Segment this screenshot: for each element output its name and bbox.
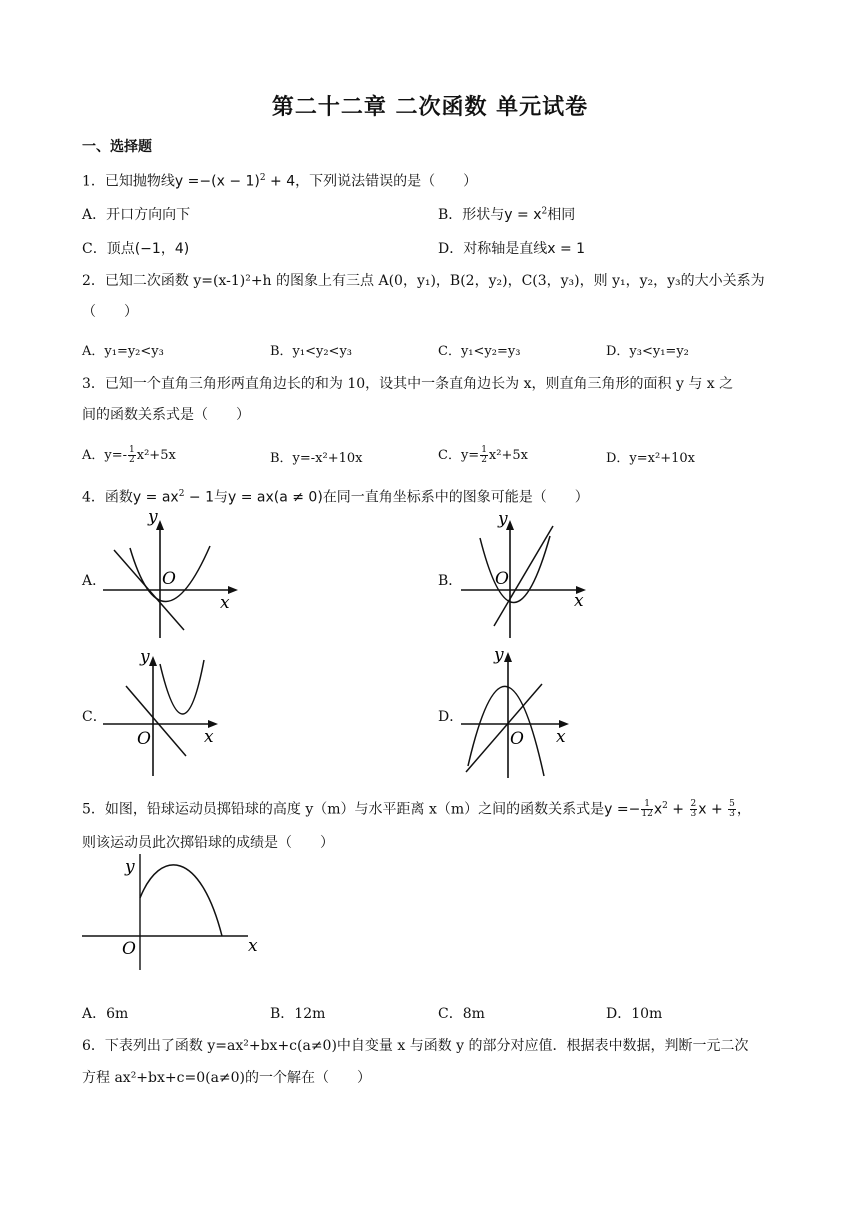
q4-formula-2: y = ax(a ≠ 0) xyxy=(227,489,323,506)
q4-formula-1-tail: − 1 xyxy=(184,489,214,506)
frac-den: 3 xyxy=(690,809,697,820)
frac-den: 3 xyxy=(729,809,735,820)
q1-formula: y =−(x − 1) xyxy=(174,173,260,190)
q4-option-d[interactable]: D． xyxy=(438,709,464,725)
q3-option-d[interactable]: D．y=x²+10x xyxy=(606,451,695,466)
frac-num: 2 xyxy=(690,799,697,810)
q1-stem-tail: ，下列说法错误的是（ ） xyxy=(295,173,478,190)
question-6-line2: 方程 ax²+bx+c=0(a≠0)的一个解在（ ） xyxy=(82,1070,372,1086)
q1-option-d[interactable] xyxy=(438,238,585,258)
q1-stem-text: 1．已知抛物线 xyxy=(82,173,175,190)
q4-option-c[interactable]: C． xyxy=(82,709,107,725)
q4-option-a[interactable]: A． xyxy=(82,573,107,589)
x-axis-label: x xyxy=(204,727,214,747)
question-3-line2: 间的函数关系式是（ ） xyxy=(82,407,250,423)
q2-option-a[interactable]: A．y₁=y₂<y₃ xyxy=(82,344,164,359)
q1-option-b-math: y = x xyxy=(504,207,542,223)
q5-stem-text: 5．如图，铅球运动员掷铅球的高度 y（m）与水平距离 x（m）之间的函数关系式是 xyxy=(82,801,605,818)
question-2-line2: （ ） xyxy=(82,304,138,320)
parabola xyxy=(160,660,204,714)
q5-formula-x2: x xyxy=(653,801,663,818)
q3-option-b[interactable]: B．y=-x²+10x xyxy=(270,451,363,466)
origin-label: O xyxy=(162,569,176,589)
y-axis-label: y xyxy=(125,857,135,877)
question-5-stem: 5．如图，铅球运动员掷铅球的高度 y（m）与水平距离 x（m）之间的函数关系式是y =− $\frac{1}{12}$ $x^2$ + $\frac{2}{3}$ x + $\frac{5}{3}$ ， xyxy=(82,799,751,820)
question-3-line1: 3．已知一个直角三角形两直角边长的和为 10，设其中一条直角边长为 x，则直角三角形的面积 y 与 x 之 xyxy=(82,376,734,392)
parabola xyxy=(468,686,544,776)
y-axis-label: y xyxy=(494,645,504,665)
y-axis-arrow-icon xyxy=(149,656,157,666)
q4-graph-a[interactable] xyxy=(100,508,245,643)
q1-option-b-tail: 相同 xyxy=(547,207,576,223)
q1-option-c[interactable] xyxy=(82,238,189,258)
section-heading: 一、选择题 xyxy=(82,139,152,155)
y-axis-label: y xyxy=(498,509,508,529)
x-axis-label: x xyxy=(556,727,566,747)
page-title: 第二十二章 二次函数 单元试卷 xyxy=(271,95,589,120)
q5-formula-end: ， xyxy=(736,801,751,818)
q5-option-d[interactable]: D．10m xyxy=(606,1006,663,1022)
q5-formula-plus: + xyxy=(667,801,689,818)
x-axis-label: x xyxy=(248,936,258,956)
q5-option-a[interactable]: A．6m xyxy=(82,1006,129,1022)
origin-label: O xyxy=(137,729,151,749)
q3-option-c[interactable] xyxy=(438,444,528,465)
q3-option-c-label: C．y= xyxy=(438,448,480,463)
parabola xyxy=(480,536,550,603)
q4-graph-d[interactable] xyxy=(458,642,588,780)
q4-formula-1: y = ax xyxy=(132,489,179,506)
frac-num: 1 xyxy=(481,445,487,455)
q4-mid: 与 xyxy=(213,489,228,506)
q5-frac-3 xyxy=(728,800,736,819)
q5-option-b[interactable]: B．12m xyxy=(270,1006,326,1022)
q2-option-d[interactable]: D．y₃<y₁=y₂ xyxy=(606,344,689,359)
q5-frac-2 xyxy=(690,800,698,819)
question-5-line2: 则该运动员此次掷铅球的成绩是（ ） xyxy=(82,835,334,851)
q1-option-d-math: x = 1 xyxy=(547,241,586,257)
frac-den: 2 xyxy=(129,455,135,465)
origin-label: O xyxy=(495,569,509,589)
q4-graph-c[interactable] xyxy=(100,646,230,778)
q1-option-b-label: B．形状与 xyxy=(438,207,505,223)
frac-den: 2 xyxy=(481,455,487,465)
question-1-stem: 1．已知抛物线$y =-(x - 1)^2 + 4$，下列说法错误的是（ ） xyxy=(82,173,478,190)
q3-option-c-tail: x²+5x xyxy=(488,448,528,463)
shot-trajectory xyxy=(140,865,222,936)
q3-option-a-fraction xyxy=(128,446,136,465)
frac-num: 5 xyxy=(729,799,735,810)
q3-option-c-fraction xyxy=(480,446,488,465)
q4-option-b[interactable]: B． xyxy=(438,573,463,589)
q3-option-a-tail: x²+5x xyxy=(136,448,176,463)
question-2-line1: 2．已知二次函数 y=(x-1)²+h 的图象上有三点 A(0，y₁)，B(2，y₂)，C(3，y₃)，则 y₁，y₂，y₃的大小关系为 xyxy=(82,273,765,289)
frac-num: 1 xyxy=(641,800,652,810)
frac-den: 12 xyxy=(641,809,653,820)
y-axis-label: y xyxy=(148,508,158,527)
q3-option-a[interactable] xyxy=(82,444,176,465)
y-axis-arrow-icon xyxy=(504,652,512,662)
x-axis-label: x xyxy=(574,591,584,611)
q4-graph-b[interactable] xyxy=(458,508,603,643)
q1-option-c-math: (−1，4) xyxy=(134,241,190,257)
q4-stem-tail: 在同一直角坐标系中的图象可能是（ ） xyxy=(322,489,589,506)
question-4-stem: 4．函数$y = ax^2 - 1$与y = ax(a ≠ 0)在同一直角坐标系中的图象可能是（ ） xyxy=(82,489,589,506)
question-6-line1: 6．下表列出了函数 y=ax²+bx+c(a≠0)中自变量 x 与函数 y 的部分对应值．根据表中数据，判断一元二次 xyxy=(82,1038,749,1054)
q4-stem-text: 4．函数 xyxy=(82,489,133,506)
q3-option-a-label: A．y=- xyxy=(82,448,128,463)
frac-num: 1 xyxy=(129,445,135,455)
q5-graph xyxy=(80,852,265,972)
q1-formula-tail: + 4 xyxy=(265,173,296,190)
q5-option-c[interactable]: C．8m xyxy=(438,1006,485,1022)
q1-option-c-label: C．顶点 xyxy=(82,241,135,257)
q5-formula-lead: y =− xyxy=(604,801,641,818)
q2-option-c[interactable]: C．y₁<y₂=y₃ xyxy=(438,344,521,359)
q1-option-a[interactable]: A．开口方向向下 xyxy=(82,207,191,223)
q2-option-b[interactable]: B．y₁<y₂<y₃ xyxy=(270,344,353,359)
q1-option-b[interactable]: B．形状与$y = x^2$相同 xyxy=(438,206,576,223)
q5-formula-x: x + xyxy=(698,801,728,818)
q1-option-d-label: D．对称轴是直线 xyxy=(438,241,548,257)
y-axis-label: y xyxy=(140,647,150,667)
line xyxy=(466,684,542,772)
line xyxy=(126,686,186,756)
origin-label: O xyxy=(510,729,524,749)
x-axis-label: x xyxy=(220,593,230,613)
q5-frac-1 xyxy=(641,800,652,819)
origin-label: O xyxy=(122,939,136,959)
